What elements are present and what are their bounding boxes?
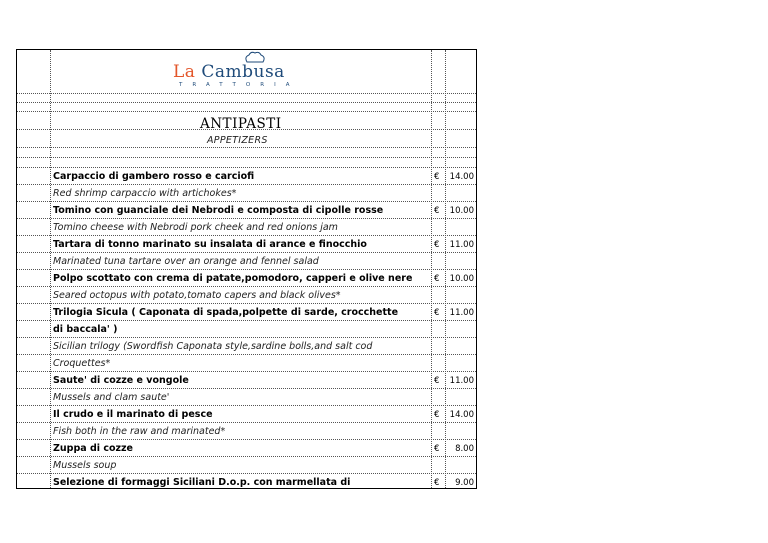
currency-symbol: € xyxy=(434,376,440,386)
menu-item-italian: Carpaccio di gambero rosso e carciofi xyxy=(53,171,255,182)
menu-item-italian: Tartara di tonno marinato su insalata di arance e finocchio xyxy=(53,239,367,250)
currency-symbol: € xyxy=(434,240,440,250)
menu-item-italian: Il crudo e il marinato di pesce xyxy=(53,409,213,420)
logo-wordmark: La Cambusa xyxy=(173,62,285,82)
currency-symbol: € xyxy=(434,274,440,284)
menu-item-italian: Trilogia Sicula ( Caponata di spada,polpette di sarde, crocchette xyxy=(53,307,399,318)
menu-item-price: 9.00 xyxy=(455,478,474,488)
currency-symbol: € xyxy=(434,172,440,182)
menu-item-english: Fish both in the raw and marinated* xyxy=(53,426,226,437)
menu-item-english: Marinated tuna tartare over an orange and fennel salad xyxy=(53,256,319,267)
menu-item-english: Sicilian trilogy (Swordfish Caponata style,sardine bolls,and salt cod xyxy=(53,341,373,352)
menu-item-italian: Saute' di cozze e vongole xyxy=(53,375,189,386)
menu-item-english: Seared octopus with potato,tomato capers and black olives* xyxy=(53,290,341,301)
currency-symbol: € xyxy=(434,308,440,318)
currency-symbol: € xyxy=(434,206,440,216)
section-title: ANTIPASTI xyxy=(200,116,282,132)
menu-item-english: Red shrimp carpaccio with artichokes* xyxy=(53,188,237,199)
menu-item-italian: Tomino con guanciale dei Nebrodi e composta di cipolle rosse xyxy=(53,205,384,216)
menu-item-price: 11.00 xyxy=(449,308,474,318)
menu-item-italian-continued: di baccala' ) xyxy=(53,324,118,335)
menu-item-price: 14.00 xyxy=(449,172,474,182)
menu-item-italian: Zuppa di cozze xyxy=(53,443,133,454)
menu-item-english: Tomino cheese with Nebrodi pork cheek and red onions jam xyxy=(53,222,338,233)
logo-subtitle: TRATTORIA xyxy=(179,82,300,88)
menu-item-english-continued: Croquettes* xyxy=(53,358,111,369)
currency-symbol: € xyxy=(434,444,440,454)
currency-symbol: € xyxy=(434,410,440,420)
menu-item-price: 14.00 xyxy=(449,410,474,420)
section-subtitle: APPETIZERS xyxy=(207,135,268,146)
menu-item-italian: Polpo scottato con crema di patate,pomodoro, capperi e olive nere xyxy=(53,273,413,284)
menu-item-price: 11.00 xyxy=(449,240,474,250)
menu-item-price: 11.00 xyxy=(449,376,474,386)
restaurant-logo xyxy=(167,54,317,92)
menu-item-price: 8.00 xyxy=(455,444,474,454)
menu-item-english: Mussels soup xyxy=(53,460,117,471)
menu-item-italian: Selezione di formaggi Siciliani D.o.p. con marmellata di xyxy=(53,477,351,488)
currency-symbol: € xyxy=(434,478,440,488)
menu-sheet xyxy=(16,49,477,489)
menu-item-english: Mussels and clam saute' xyxy=(53,392,170,403)
menu-item-price: 10.00 xyxy=(449,206,474,216)
menu-item-price: 10.00 xyxy=(449,274,474,284)
